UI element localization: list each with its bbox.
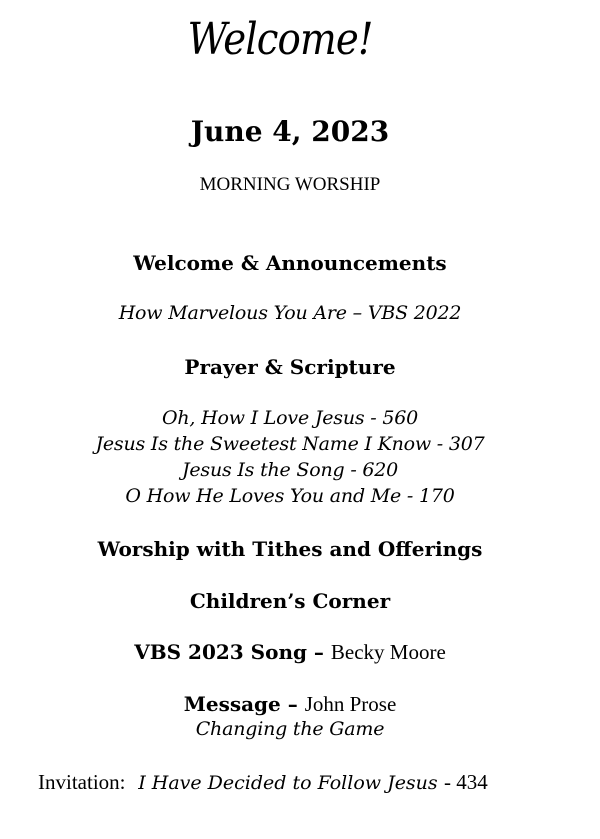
invitation-song-number: - 434	[444, 770, 488, 794]
service-name: MORNING WORSHIP	[199, 174, 381, 195]
hymn-1: Oh, How I Love Jesus - 560	[162, 407, 418, 429]
hymn-3: Jesus Is the Song - 620	[181, 459, 399, 481]
invitation-song-title: I Have Decided to Follow Jesus	[138, 772, 438, 794]
message-speaker: John Prose	[304, 692, 397, 716]
service-date: June 4, 2023	[190, 115, 390, 148]
hymn-2: Jesus Is the Sweetest Name I Know - 307	[95, 433, 485, 455]
vbs-song-leader: Becky Moore	[330, 640, 446, 664]
vbs-song-label: VBS 2023 Song –	[134, 640, 324, 664]
opening-song: How Marvelous You Are – VBS 2022	[118, 302, 462, 324]
offering-heading: Worship with Tithes and Offerings	[97, 537, 483, 561]
message-line	[0, 692, 580, 717]
hymn-4: O How He Loves You and Me - 170	[125, 485, 455, 507]
invitation-label: Invitation:	[38, 770, 126, 794]
announcements-heading: Welcome & Announcements	[133, 251, 447, 275]
prayer-heading: Prayer & Scripture	[184, 355, 396, 379]
welcome-heading: Welcome!	[187, 14, 373, 65]
invitation-line	[38, 770, 488, 795]
message-title: Changing the Game	[195, 718, 385, 740]
vbs-song-line	[0, 640, 580, 665]
message-label: Message –	[183, 692, 298, 716]
childrens-corner-heading: Children’s Corner	[189, 589, 391, 613]
